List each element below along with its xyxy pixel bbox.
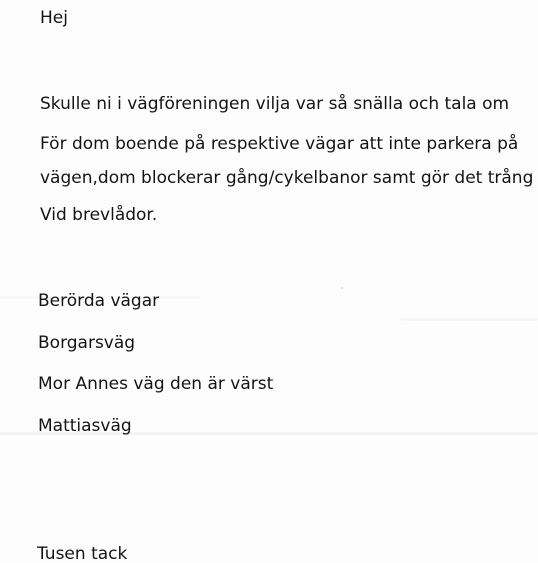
road-item-mor-annes-vag: Mor Annes väg den är värst — [38, 374, 274, 394]
closing: Tusen tack — [37, 544, 128, 563]
letter-line-1: Skulle ni i vägföreningen vilja var så snälla och tala om — [40, 94, 510, 114]
roads-heading: Berörda vägar — [38, 291, 160, 311]
road-item-mattiasvag: Mattiasväg — [38, 416, 132, 436]
letter-line-3: vägen,dom blockerar gång/cykelbanor samt gör det trång — [40, 168, 534, 188]
road-item-borgarsvag: Borgarsväg — [38, 333, 136, 353]
letter-line-4: Vid brevlådor. — [40, 205, 158, 225]
letter-line-2: För dom boende på respektive vägar att inte parkera på — [40, 134, 519, 154]
greeting: Hej — [40, 8, 68, 28]
scan-speck — [341, 287, 343, 289]
scan-streak — [400, 318, 538, 321]
